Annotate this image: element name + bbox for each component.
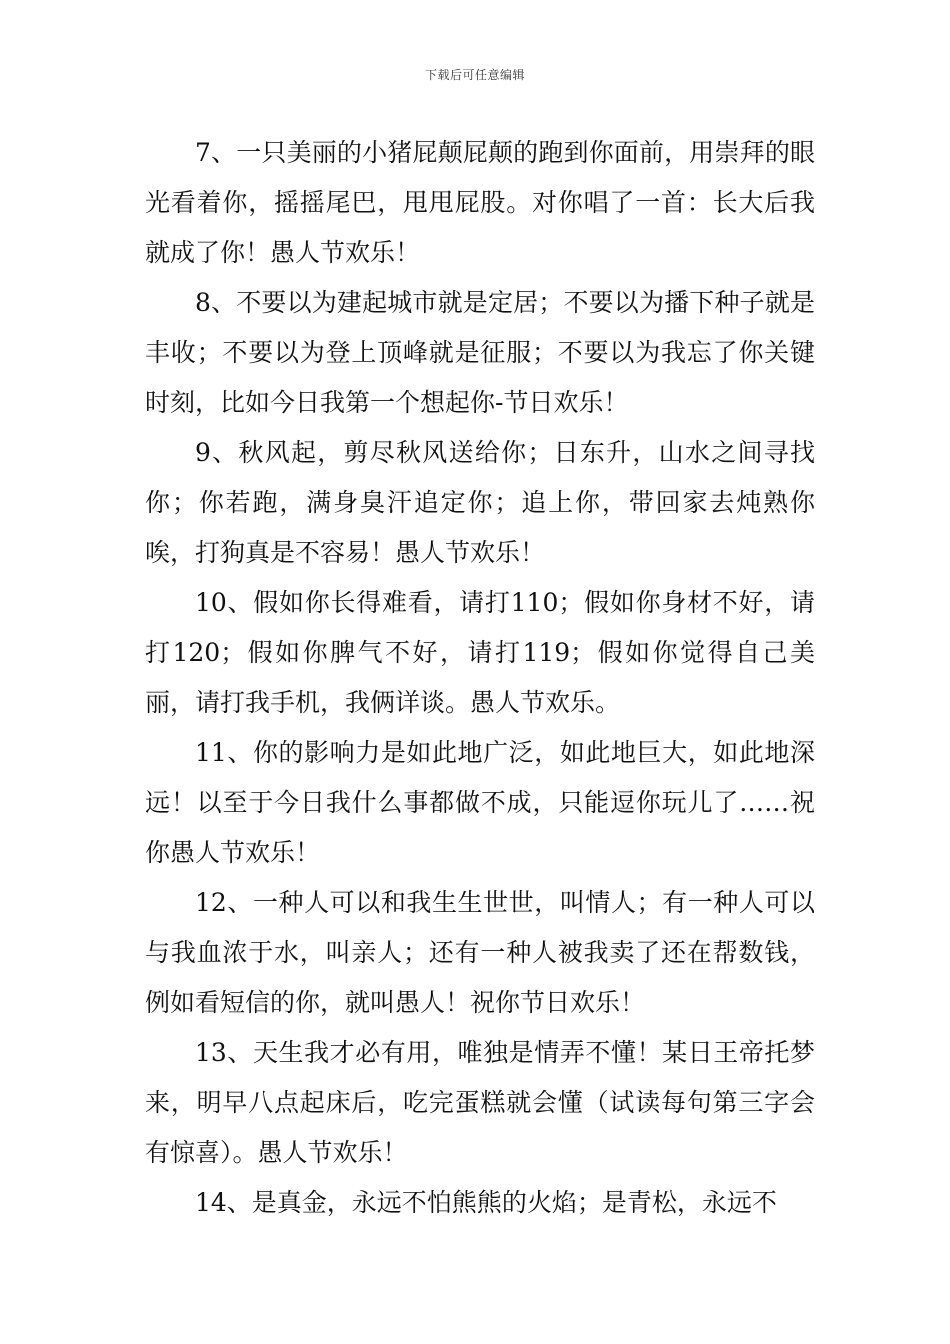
paragraph-11: 11、你的影响力是如此地广泛，如此地巨大，如此地深远！以至于今日我什么事都做不成，只能逗你玩儿了……祝你愚人节欢乐！ [145, 738, 815, 867]
paragraph-8: 8、不要以为建起城市就是定居；不要以为播下种子就是丰收；不要以为登上顶峰就是征服；不要以为我忘了你关键时刻，比如今日我第一个想起你-节日欢乐！ [145, 288, 815, 417]
paragraph-9: 9、秋风起，剪尽秋风送给你；日东升，山水之间寻找你；你若跑，满身臭汗追定你；追上你，带回家去炖熟你唉，打狗真是不容易！愚人节欢乐！ [145, 438, 815, 567]
document-body [145, 128, 815, 1228]
paragraph-12: 12、一种人可以和我生生世世，叫情人；有一种人可以与我血浓于水，叫亲人；还有一种人被我卖了还在帮数钱，例如看短信的你，就叫愚人！祝你节日欢乐！ [145, 888, 815, 1017]
paragraph-7: 7、一只美丽的小猪屁颠屁颠的跑到你面前，用崇拜的眼光看着你，摇摇尾巴，甩甩屁股。对你唱了一首：长大后我就成了你！愚人节欢乐！ [145, 138, 815, 267]
paragraph-14: 14、是真金，永远不怕熊熊的火焰；是青松，永远不 [195, 1188, 777, 1217]
page-header: 下载后可任意编辑 [424, 68, 525, 82]
paragraph-10: 10、假如你长得难看，请打110；假如你身材不好，请打120；假如你脾气不好，请打119；假如你觉得自己美丽，请打我手机，我俩详谈。愚人节欢乐。 [145, 588, 815, 717]
paragraph-13: 13、天生我才必有用，唯独是情弄不懂！某日王帝托梦来，明早八点起床后，吃完蛋糕就会懂（试读每句第三字会有惊喜）。愚人节欢乐！ [145, 1038, 815, 1167]
